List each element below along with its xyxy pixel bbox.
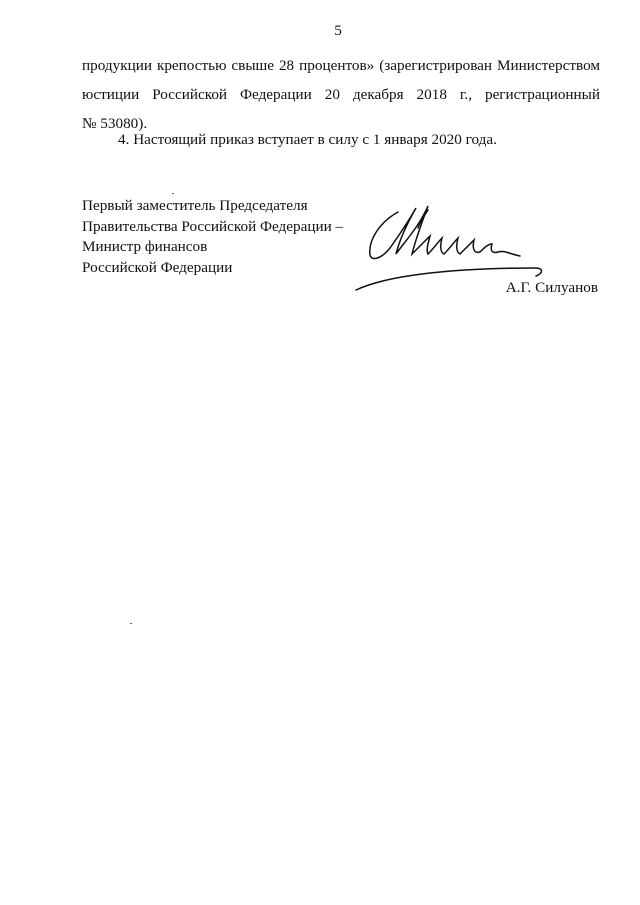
scan-speck — [130, 623, 132, 624]
signatory-title — [82, 196, 343, 278]
paragraph-line: юстиции Российской Федерации 20 декабря 2018 г., регистрационный — [82, 86, 600, 103]
signatory-title-line: Правительства Российской Федерации – — [82, 217, 344, 235]
scan-speck — [172, 193, 174, 194]
item-4: 4. Настоящий приказ вступает в силу с 1 января 2020 года. — [118, 131, 497, 148]
paragraph-line: продукции крепостью свыше 28 процентов» (зарегистрирован Министерством — [82, 57, 600, 74]
signatory-title-line: Первый заместитель Председателя — [82, 197, 308, 214]
paragraph-line: № 53080). — [82, 115, 148, 132]
paragraph-continuation — [82, 51, 600, 138]
signatory-title-line: Министр финансов — [82, 238, 208, 256]
signatory-name: А.Г. Силуанов — [505, 279, 598, 296]
page-number: 5 — [334, 22, 342, 39]
signatory-title-line: Российской Федерации — [82, 258, 233, 276]
